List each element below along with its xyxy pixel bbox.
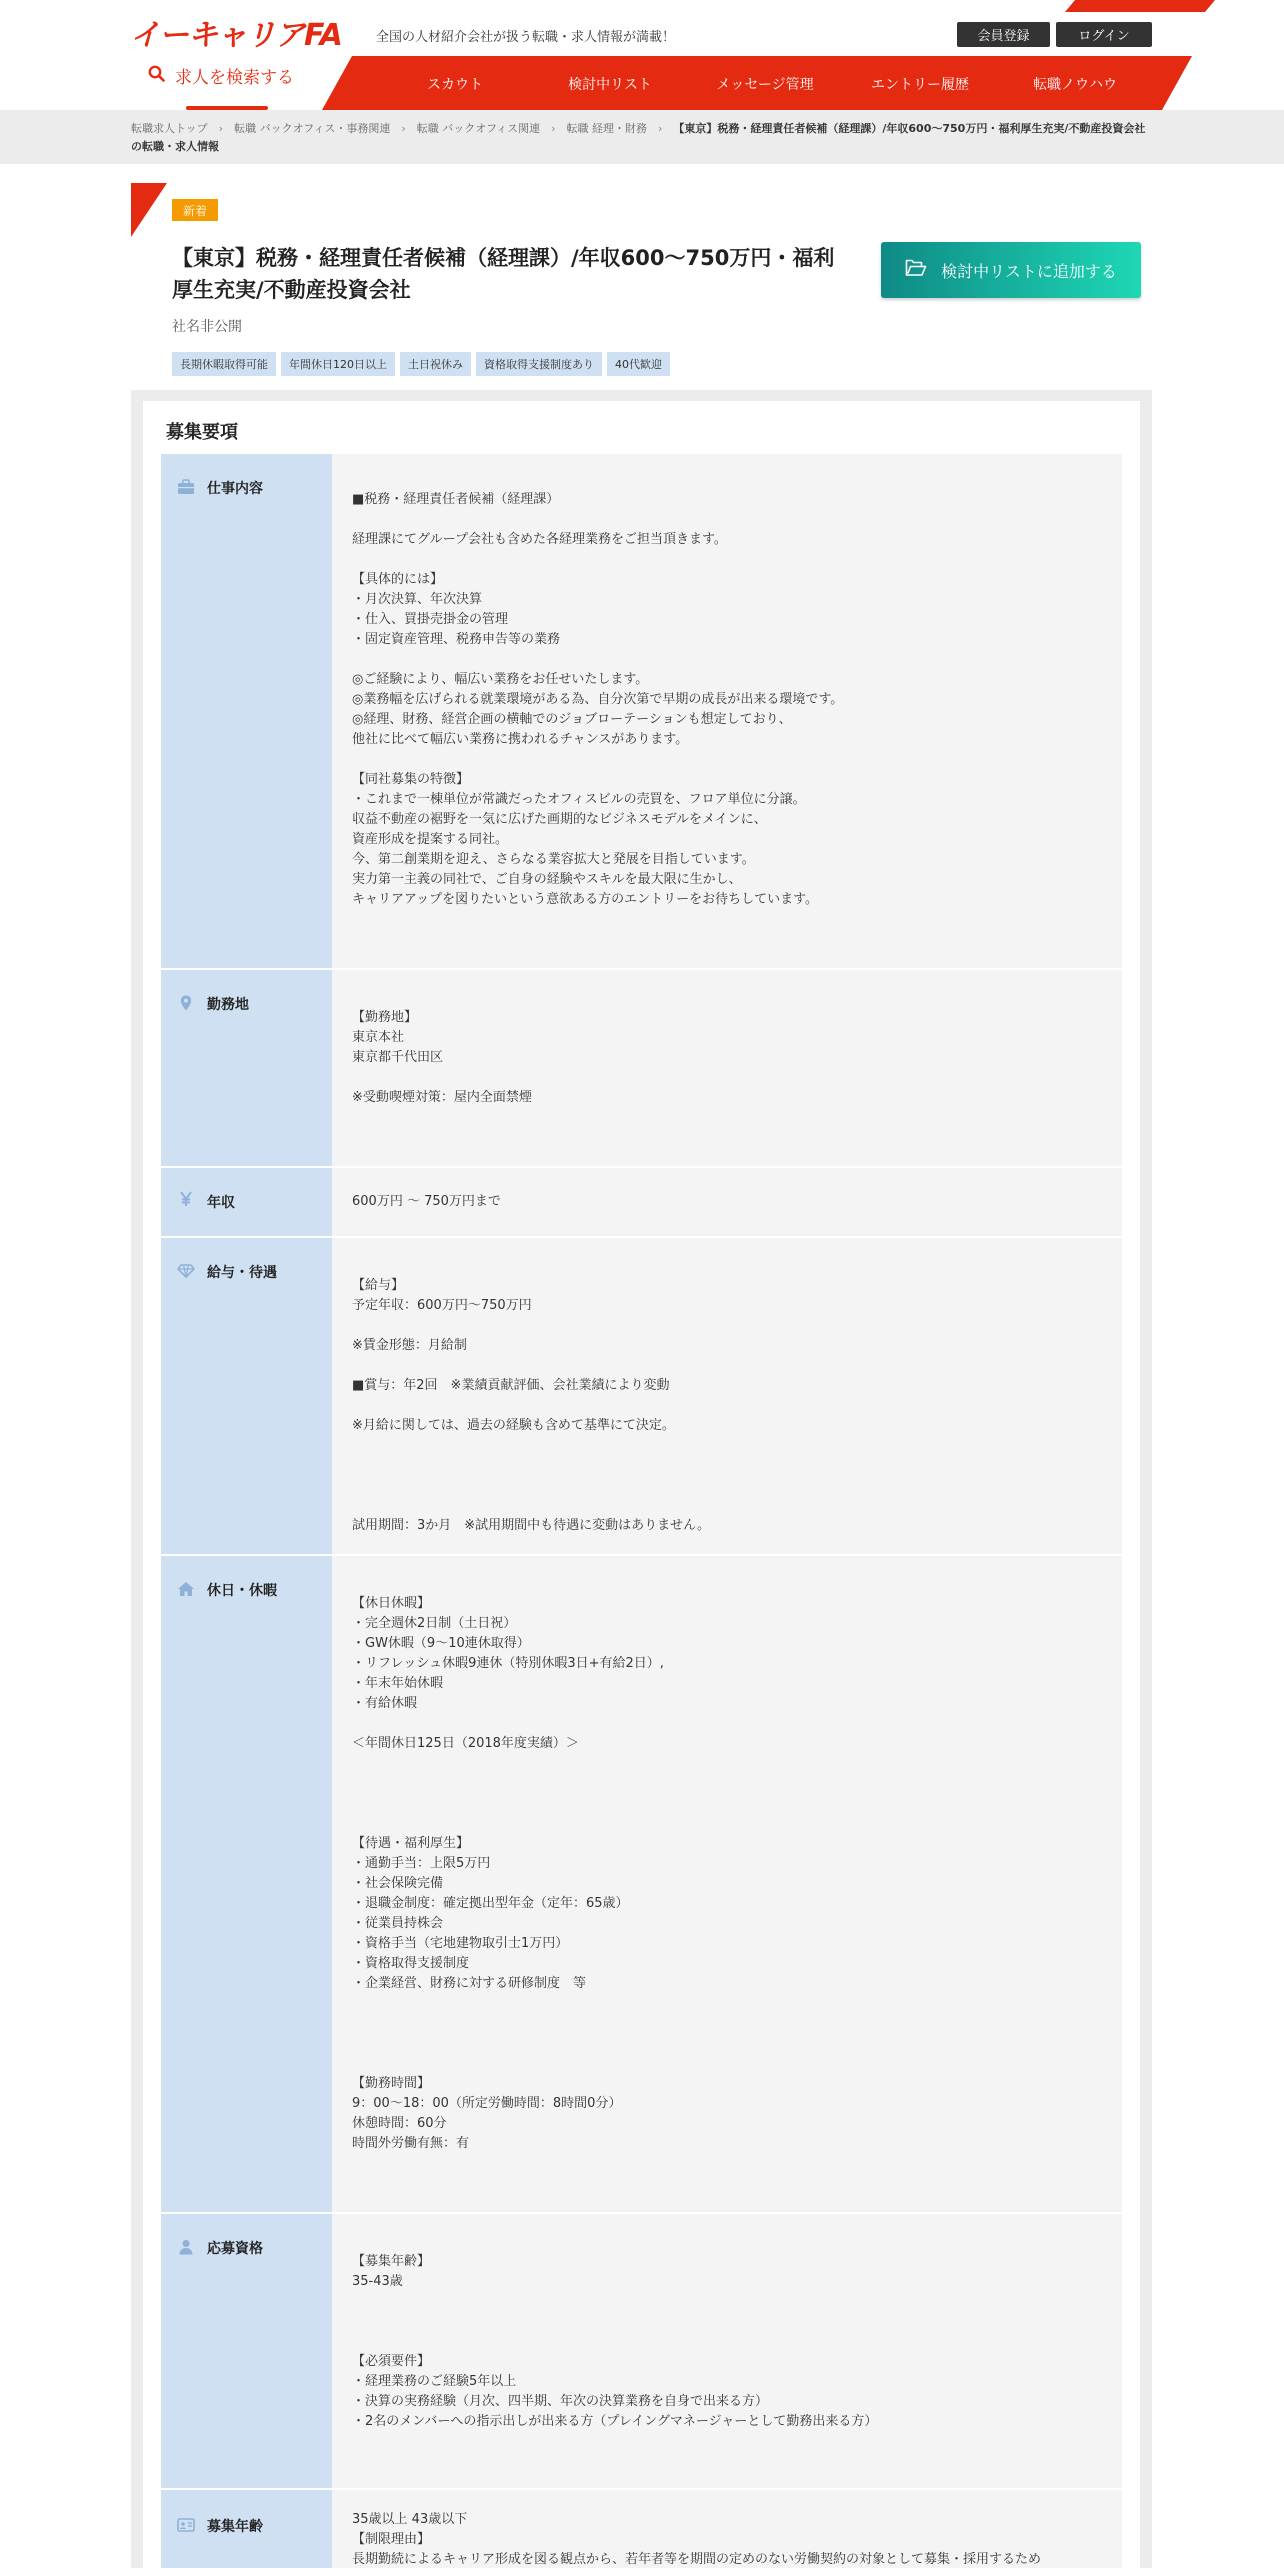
- breadcrumb-link-backoffice[interactable]: 転職 バックオフィス・事務関連: [234, 122, 391, 135]
- requirement-row-job-description: [161, 454, 1122, 970]
- nav-item-consider-list[interactable]: 検討中リスト: [568, 77, 652, 93]
- breadcrumb-separator-icon: ›: [218, 122, 224, 135]
- breadcrumb-separator-icon: ›: [657, 122, 663, 135]
- register-button[interactable]: 会員登録: [957, 22, 1050, 47]
- breadcrumb: [0, 110, 1284, 164]
- job-tag: 長期休暇取得可能: [172, 352, 276, 376]
- requirement-row-holidays: [161, 1556, 1122, 2214]
- breadcrumb-current-continued: の転職・求人情報: [131, 140, 219, 153]
- map-pin-icon: [177, 994, 195, 1012]
- requirement-value: 【休日休暇】 ・完全週休2日制（土日祝） ・GW休暇（9～10連休取得） ・リフレッシュ休暇9連休（特別休暇3日+有給2日）, ・年末年始休暇 ・有給休暇 ＜年間休日125日（2018年度実績）＞ 【待遇・福利厚生】 ・通勤手当：上限5万円 ・社会保険完備 ・退職金制度：確定拠出型年金（定年：65歳） ・従業員持株会 ・資格手当（宅地建物取引士1万円） ・資格取得支援制度 ・企業経営、財務に対する研修制度 等 【勤務時間】 9：00～18：00（所定労働時間：8時間0分） 休憩時間：60分 時間外労働有無：有: [352, 1596, 664, 2151]
- briefcase-icon: [177, 478, 195, 496]
- add-to-consider-list-label: 検討中リストに追加する: [941, 261, 1117, 281]
- search-label: 求人を検索する: [175, 68, 294, 88]
- nav-item-entry-history[interactable]: エントリー履歴: [871, 77, 969, 93]
- nav-item-messages[interactable]: メッセージ管理: [716, 77, 814, 93]
- job-tag: 土日祝休み: [400, 352, 471, 376]
- login-button[interactable]: ログイン: [1056, 22, 1152, 47]
- job-tag: 資格取得支援制度あり: [476, 352, 602, 376]
- requirement-value: ■税務・経理責任者候補（経理課） 経理課にてグループ会社も含めた各経理業務をご担当頂きます。 【具体的には】 ・月次決算、年次決算 ・仕入、買掛売掛金の管理 ・固定資産管理、税務申告等の業務 ◎ご経験により、幅広い業務をお任せいたします。 ◎業務幅を広げられる就業環境がある為、自分次第で早期の成長が出来る環境です。 ◎経理、財務、経営企画の横軸でのジョブローテーションも想定しており、 他社に比べて幅広い業務に携われるチャンスがあります。 【同社募集の特徴】 ・これまで一棟単位が常識だったオフィスビルの売買を、フロア単位に分譲。 収益不動産の裾野を一気に広げた画期的なビジネスモデルをメインに、 資産形成を提案する同社。 今、第二創業期を迎え、さらなる業容拡大と発展を目指しています。 実力第一主義の同社で、ご自身の経験やスキルを最大限に生かし、 キャリアアップを図りたいという意欲ある方のエントリーをお待ちしています。: [352, 492, 844, 907]
- requirement-row-compensation: [161, 1238, 1122, 1556]
- requirement-label: 応募資格: [207, 2241, 263, 2257]
- search-jobs-link[interactable]: [148, 63, 294, 88]
- breadcrumb-current: 【東京】税務・経理責任者候補（経理課）/年収600～750万円・福利厚生充実/不動産投資会社: [673, 122, 1146, 135]
- requirement-label: 募集年齢: [207, 2519, 263, 2535]
- job-tags: [172, 352, 670, 376]
- new-corner-ribbon: [131, 183, 167, 237]
- site-logo[interactable]: イーキャリアFA: [130, 18, 342, 53]
- requirement-label: 年収: [207, 1195, 235, 1211]
- requirement-value: 35歳以上 43歳以下 【制限理由】 長期勤続によるキャリア形成を図る観点から、若年者等を期間の定めのない労働契約の対象として募集・採用するため: [352, 2512, 1042, 2567]
- requirement-label: 給与・待遇: [207, 1265, 277, 1281]
- nav-item-scout[interactable]: スカウト: [427, 77, 483, 93]
- home-icon: [177, 1580, 195, 1598]
- yen-icon: [177, 1190, 195, 1208]
- job-title: 【東京】税務・経理責任者候補（経理課）/年収600～750万円・福利厚生充実/不動産投資会社: [172, 246, 835, 302]
- requirement-value: 【募集年齢】 35-43歳 【必須要件】 ・経理業務のご経験5年以上 ・決算の実務経験（月次、四半期、年次の決算業務を自身で出来る方） ・2名のメンバーへの指示出しが出来る方（プレイングマネージャーとして勤務出来る方）: [352, 2254, 878, 2429]
- header-accent-strip: [1065, 0, 1215, 12]
- requirement-value: 【給与】 予定年収：600万円～750万円 ※賃金形態：月給制 ■賞与：年2回 ※業績貢献評価、会社業績により変動 ※月給に関しては、過去の経験も含めて基準にて決定。 試用期間：3か月 ※試用期間中も待遇に変動はありません。: [352, 1278, 710, 1533]
- folder-icon: [905, 259, 927, 281]
- requirement-label: 休日・休暇: [207, 1583, 277, 1599]
- job-tag: 年間休日120日以上: [281, 352, 395, 376]
- requirement-label: 勤務地: [207, 997, 249, 1013]
- breadcrumb-separator-icon: ›: [401, 122, 406, 135]
- breadcrumb-link-top[interactable]: 転職求人トップ: [131, 122, 208, 135]
- nav-item-knowhow[interactable]: 転職ノウハウ: [1033, 77, 1117, 93]
- requirement-row-qualifications: [161, 2214, 1122, 2490]
- search-icon: [148, 65, 165, 87]
- requirement-label: 仕事内容: [207, 481, 263, 497]
- site-header: [0, 0, 1284, 110]
- diamond-icon: [177, 1262, 195, 1280]
- requirement-row-salary: [161, 1168, 1122, 1238]
- add-to-consider-list-button[interactable]: [881, 242, 1141, 298]
- requirement-row-age: [161, 2490, 1122, 2568]
- requirement-value: 【勤務地】 東京本社 東京都千代田区 ※受動喫煙対策：屋内全面禁煙: [352, 1010, 532, 1105]
- breadcrumb-link-backoffice-related[interactable]: 転職 バックオフィス関連: [416, 122, 541, 135]
- company-name: 社名非公開: [172, 319, 242, 335]
- requirements-title: 募集要項: [166, 422, 238, 443]
- requirement-value: 600万円 〜 750万円まで: [352, 1194, 501, 1209]
- breadcrumb-link-accounting[interactable]: 転職 経理・財務: [566, 122, 647, 135]
- site-tagline: 全国の人材紹介会社が扱う転職・求人情報が満載！: [376, 30, 676, 45]
- breadcrumb-separator-icon: ›: [551, 122, 556, 135]
- new-badge: 新着: [172, 199, 218, 221]
- person-icon: [177, 2238, 195, 2256]
- requirement-row-location: [161, 970, 1122, 1168]
- id-card-icon: [177, 2516, 195, 2534]
- job-tag: 40代歓迎: [607, 352, 670, 376]
